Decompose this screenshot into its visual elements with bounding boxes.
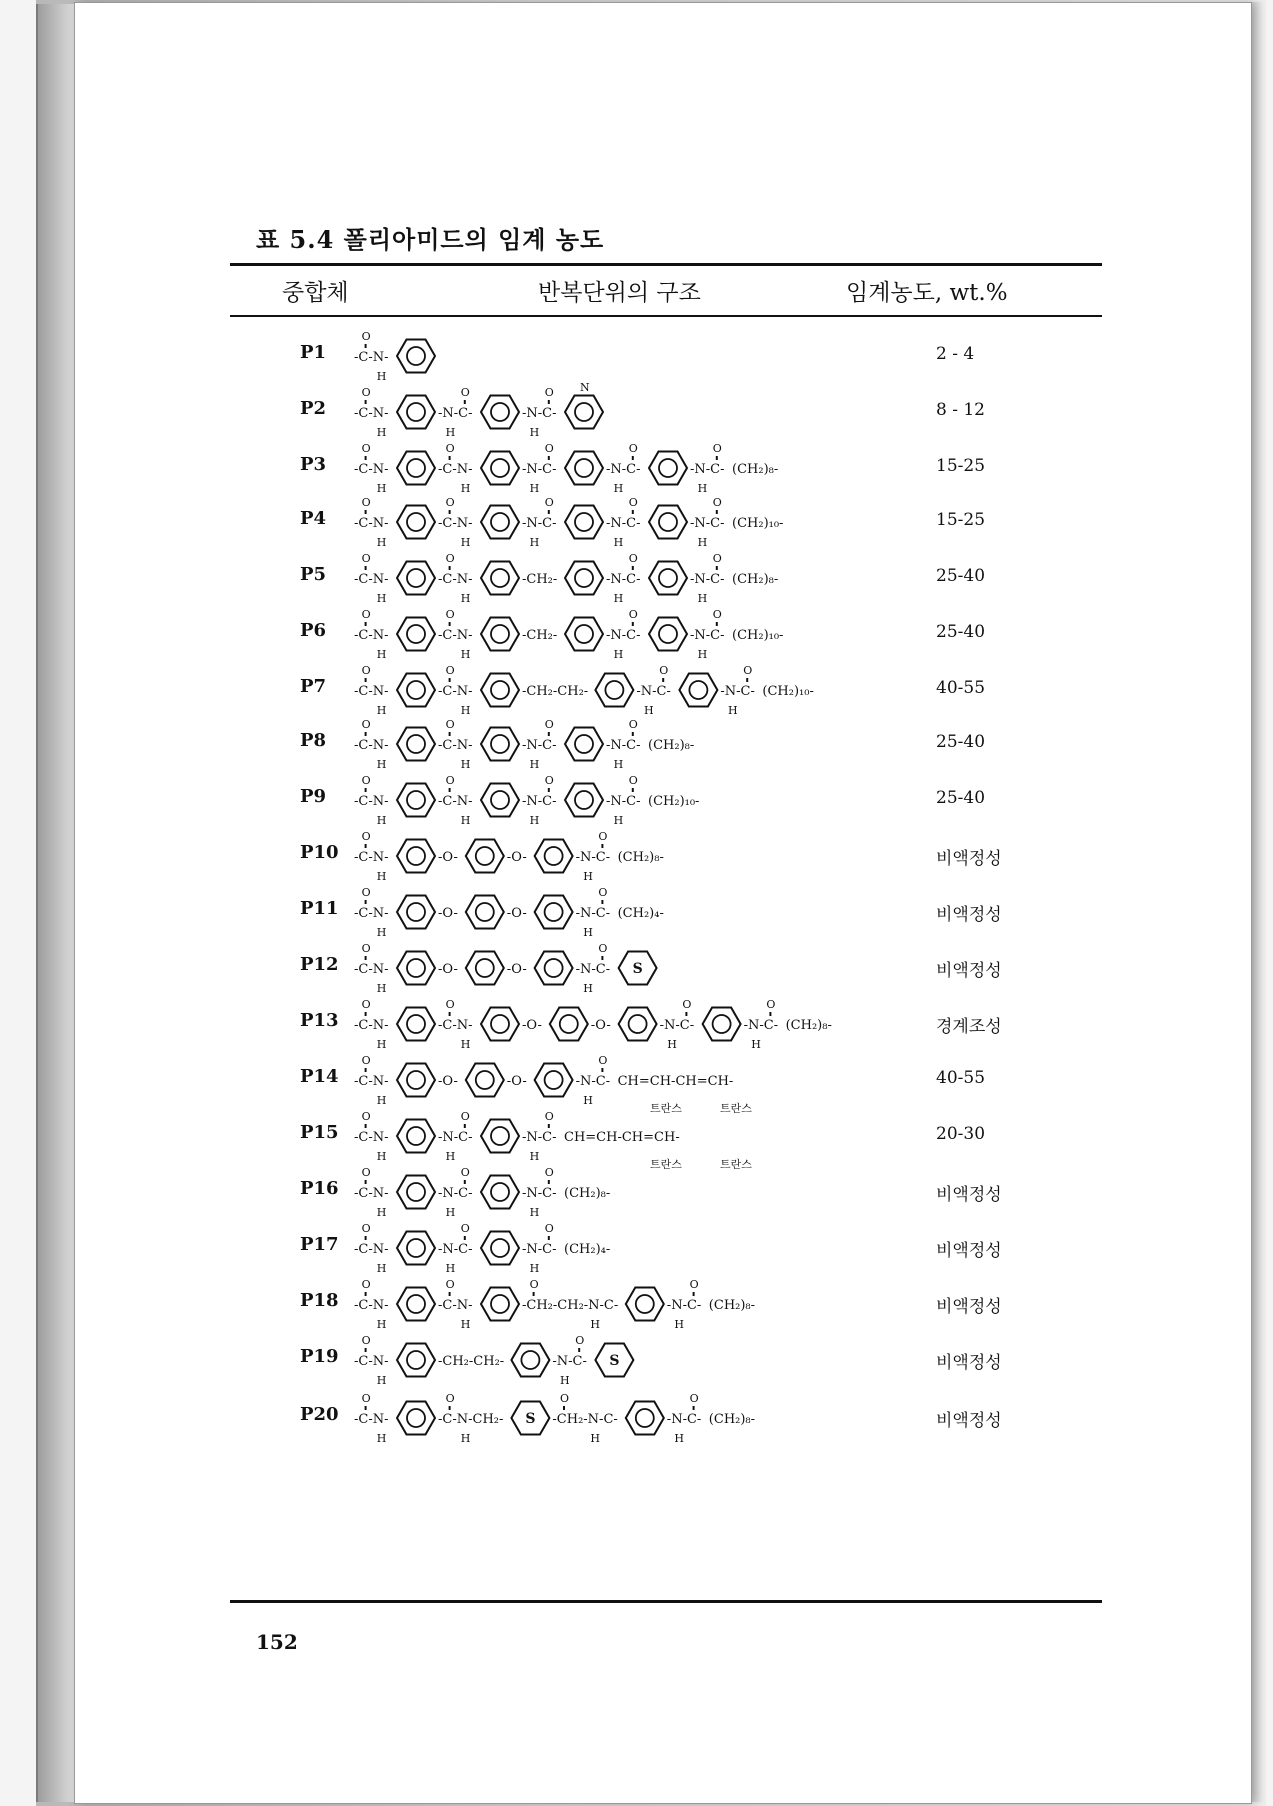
polymer-id: P8 xyxy=(300,730,327,751)
svg-text:-C-N-: -C-N- xyxy=(438,462,473,477)
svg-text:H: H xyxy=(613,592,624,605)
polymer-id: P11 xyxy=(300,898,339,919)
svg-text:H: H xyxy=(376,814,387,827)
svg-text:-N-C-: -N-C- xyxy=(438,1130,473,1145)
svg-text:-N-C-: -N-C- xyxy=(606,628,641,643)
svg-text:-C-N-: -C-N- xyxy=(354,794,389,809)
svg-text:-O-: -O- xyxy=(438,962,458,977)
svg-text:H: H xyxy=(697,592,708,605)
svg-text:-N-C-: -N-C- xyxy=(438,406,473,421)
svg-text:-CH₂-: -CH₂- xyxy=(522,572,558,587)
svg-text:H: H xyxy=(376,536,387,549)
svg-text:O: O xyxy=(361,886,371,899)
svg-text:-N-C-: -N-C- xyxy=(575,906,611,921)
svg-text:H: H xyxy=(644,704,654,717)
svg-text:O: O xyxy=(460,386,470,399)
svg-text:-N-C-: -N-C- xyxy=(522,738,557,753)
svg-text:-N-C-: -N-C- xyxy=(522,1130,557,1145)
svg-text:트란스: 트란스 xyxy=(720,1102,752,1115)
svg-text:H: H xyxy=(376,482,387,495)
svg-text:-O-: -O- xyxy=(590,1018,611,1033)
svg-text:(CH₂)₈-: (CH₂)₈- xyxy=(732,572,779,587)
svg-text:-N-C-: -N-C- xyxy=(690,572,725,587)
svg-text:O: O xyxy=(460,1110,470,1123)
table-title: 표 5.4 폴리아미드의 임계 농도 xyxy=(256,225,605,254)
svg-text:H: H xyxy=(376,648,387,661)
svg-text:H: H xyxy=(460,758,471,771)
svg-text:O: O xyxy=(544,1110,554,1123)
svg-text:O: O xyxy=(361,1392,371,1405)
svg-text:H: H xyxy=(667,1038,677,1051)
svg-text:O: O xyxy=(445,1392,455,1405)
svg-text:-C-N-: -C-N- xyxy=(354,850,389,865)
svg-text:O: O xyxy=(628,552,638,565)
svg-text:(CH₂)₈-: (CH₂)₈- xyxy=(732,462,779,477)
svg-text:-C-N-: -C-N- xyxy=(354,350,389,365)
svg-text:CH=CH-CH=CH-: CH=CH-CH=CH- xyxy=(564,1130,680,1145)
polymer-id: P10 xyxy=(300,842,339,863)
svg-text:-C-N-: -C-N- xyxy=(354,1130,389,1145)
critical-concentration-value: 40-55 xyxy=(936,1068,986,1088)
header-structure: 반복단위의 구조 xyxy=(538,280,701,306)
critical-concentration-value: 비액정성 xyxy=(936,1411,1002,1431)
svg-text:O: O xyxy=(598,942,608,955)
svg-text:H: H xyxy=(460,648,471,661)
svg-text:H: H xyxy=(376,926,387,939)
svg-text:O: O xyxy=(544,496,554,509)
svg-text:-C-N-: -C-N- xyxy=(354,684,389,699)
svg-text:O: O xyxy=(445,608,455,621)
svg-text:O: O xyxy=(682,998,692,1011)
table-header-rule xyxy=(230,315,1102,317)
svg-text:-C-N-: -C-N- xyxy=(354,1412,389,1427)
svg-text:(CH₂)₈-: (CH₂)₈- xyxy=(708,1412,756,1427)
svg-text:트란스: 트란스 xyxy=(720,1158,752,1171)
svg-text:H: H xyxy=(529,426,540,439)
critical-concentration-value: 15-25 xyxy=(936,456,986,476)
svg-text:H: H xyxy=(583,1094,593,1107)
svg-text:-C-N-: -C-N- xyxy=(438,516,473,531)
svg-text:O: O xyxy=(361,718,371,731)
svg-text:O: O xyxy=(628,442,638,455)
polymer-id: P12 xyxy=(300,954,339,975)
svg-text:H: H xyxy=(445,1262,456,1275)
svg-text:H: H xyxy=(445,1206,456,1219)
svg-text:-N-C-: -N-C- xyxy=(575,962,611,977)
critical-concentration-value: 25-40 xyxy=(936,622,986,642)
svg-text:H: H xyxy=(697,536,708,549)
svg-text:H: H xyxy=(529,1206,540,1219)
critical-concentration-value: 8 - 12 xyxy=(936,400,985,420)
svg-text:H: H xyxy=(460,592,471,605)
svg-text:S: S xyxy=(632,961,643,977)
svg-text:-N-C-: -N-C- xyxy=(606,462,641,477)
svg-text:-O-: -O- xyxy=(506,850,527,865)
critical-concentration-value: 25-40 xyxy=(936,732,986,752)
svg-text:O: O xyxy=(361,1110,371,1123)
svg-text:O: O xyxy=(361,552,371,565)
svg-text:O: O xyxy=(544,774,554,787)
svg-text:(CH₂)₄-: (CH₂)₄- xyxy=(564,1242,611,1257)
svg-text:-C-N-: -C-N- xyxy=(354,462,389,477)
polymer-id: P1 xyxy=(300,342,327,363)
svg-text:O: O xyxy=(445,998,455,1011)
svg-text:O: O xyxy=(628,774,638,787)
svg-text:H: H xyxy=(376,1262,387,1275)
svg-text:H: H xyxy=(445,426,456,439)
svg-text:H: H xyxy=(613,648,624,661)
polymer-id: P15 xyxy=(300,1122,339,1143)
polymer-id: P19 xyxy=(300,1346,339,1367)
polymer-id: P17 xyxy=(300,1234,339,1255)
svg-text:H: H xyxy=(529,482,540,495)
svg-text:H: H xyxy=(376,704,387,717)
svg-text:O: O xyxy=(460,1222,470,1235)
svg-text:O: O xyxy=(445,496,455,509)
svg-text:H: H xyxy=(376,592,387,605)
svg-text:O: O xyxy=(361,998,371,1011)
svg-text:O: O xyxy=(544,386,554,399)
svg-text:H: H xyxy=(460,1432,471,1445)
svg-text:O: O xyxy=(361,1278,371,1291)
svg-text:-N-C-: -N-C- xyxy=(522,406,557,421)
critical-concentration-value: 비액정성 xyxy=(936,905,1002,925)
svg-text:H: H xyxy=(376,426,387,439)
svg-text:-N-C-: -N-C- xyxy=(720,684,755,699)
svg-text:H: H xyxy=(583,982,593,995)
svg-text:H: H xyxy=(613,536,624,549)
svg-text:H: H xyxy=(460,1038,471,1051)
svg-text:-C-N-: -C-N- xyxy=(438,684,473,699)
polymer-id: P20 xyxy=(300,1404,339,1425)
svg-text:O: O xyxy=(445,718,455,731)
critical-concentration-value: 비액정성 xyxy=(936,1297,1002,1317)
svg-text:-N-C-: -N-C- xyxy=(522,1186,557,1201)
svg-text:O: O xyxy=(361,1334,371,1347)
svg-text:H: H xyxy=(613,482,624,495)
svg-text:H: H xyxy=(376,1038,387,1051)
svg-text:H: H xyxy=(560,1374,570,1387)
svg-text:(CH₂)₈-: (CH₂)₈- xyxy=(617,850,664,865)
svg-text:O: O xyxy=(766,998,776,1011)
svg-text:O: O xyxy=(361,386,371,399)
svg-text:-O-: -O- xyxy=(506,962,527,977)
table-bottom-rule xyxy=(230,1600,1102,1603)
svg-text:-O-: -O- xyxy=(438,906,458,921)
svg-text:O: O xyxy=(544,1222,554,1235)
svg-text:-N-C-: -N-C- xyxy=(552,1354,587,1369)
svg-text:O: O xyxy=(659,664,669,677)
svg-text:H: H xyxy=(460,536,471,549)
svg-text:-O-: -O- xyxy=(438,850,458,865)
svg-text:-C-N-: -C-N- xyxy=(354,962,389,977)
svg-text:O: O xyxy=(712,496,722,509)
svg-text:-CH₂-CH₂-N-C-: -CH₂-CH₂-N-C- xyxy=(522,1298,619,1313)
svg-text:O: O xyxy=(598,886,608,899)
svg-text:트란스: 트란스 xyxy=(650,1158,682,1171)
svg-text:-O-: -O- xyxy=(522,1018,542,1033)
critical-concentration-value: 비액정성 xyxy=(936,1353,1002,1373)
svg-text:-C-N-: -C-N- xyxy=(438,1298,473,1313)
svg-text:H: H xyxy=(583,870,593,883)
svg-text:-N-C-: -N-C- xyxy=(438,1186,473,1201)
svg-text:-N-C-: -N-C- xyxy=(743,1018,779,1033)
svg-text:O: O xyxy=(575,1334,585,1347)
svg-text:O: O xyxy=(598,1054,608,1067)
svg-text:O: O xyxy=(361,330,371,343)
svg-text:O: O xyxy=(445,442,455,455)
svg-text:O: O xyxy=(361,496,371,509)
svg-text:O: O xyxy=(361,1222,371,1235)
svg-text:H: H xyxy=(376,758,387,771)
svg-text:O: O xyxy=(560,1392,570,1405)
svg-text:O: O xyxy=(361,664,371,677)
svg-text:O: O xyxy=(529,1278,539,1291)
svg-text:S: S xyxy=(609,1353,620,1369)
svg-text:O: O xyxy=(361,608,371,621)
svg-text:-C-N-: -C-N- xyxy=(354,1074,389,1089)
svg-text:O: O xyxy=(712,608,722,621)
polymer-id: P6 xyxy=(300,620,327,641)
critical-concentration-value: 20-30 xyxy=(936,1124,986,1144)
critical-concentration-value: 15-25 xyxy=(936,510,986,530)
header-polymer: 중합체 xyxy=(282,280,349,306)
svg-text:H: H xyxy=(728,704,738,717)
svg-text:-O-: -O- xyxy=(438,1074,458,1089)
polymer-id: P5 xyxy=(300,564,327,585)
polymer-id: P13 xyxy=(300,1010,339,1031)
page-number: 152 xyxy=(256,1630,298,1654)
svg-text:H: H xyxy=(376,1150,387,1163)
polymer-id: P7 xyxy=(300,676,327,697)
svg-text:O: O xyxy=(544,442,554,455)
svg-text:(CH₂)₈-: (CH₂)₈- xyxy=(785,1018,832,1033)
svg-text:O: O xyxy=(361,1166,371,1179)
svg-text:O: O xyxy=(689,1278,699,1291)
svg-text:O: O xyxy=(628,608,638,621)
polymer-id: P3 xyxy=(300,454,327,475)
polymer-id: P16 xyxy=(300,1178,339,1199)
svg-text:-N-C-: -N-C- xyxy=(606,738,641,753)
critical-concentration-value: 40-55 xyxy=(936,678,986,698)
svg-text:-N-C-: -N-C- xyxy=(690,628,725,643)
svg-text:H: H xyxy=(460,814,471,827)
header-critical-concentration: 임계농도, wt.% xyxy=(846,280,1008,306)
svg-text:-CH₂-N-C-: -CH₂-N-C- xyxy=(552,1412,618,1427)
svg-text:O: O xyxy=(712,552,722,565)
svg-text:O: O xyxy=(598,830,608,843)
svg-text:CH=CH-CH=CH-: CH=CH-CH=CH- xyxy=(617,1074,734,1089)
polymer-id: P4 xyxy=(300,508,327,529)
svg-text:O: O xyxy=(628,496,638,509)
svg-text:O: O xyxy=(712,442,722,455)
svg-text:H: H xyxy=(376,370,387,383)
svg-text:(CH₂)₁₀-: (CH₂)₁₀- xyxy=(732,516,784,531)
svg-text:O: O xyxy=(361,1054,371,1067)
critical-concentration-value: 비액정성 xyxy=(936,961,1002,981)
svg-text:-CH₂-CH₂-: -CH₂-CH₂- xyxy=(438,1354,505,1369)
svg-text:-C-N-: -C-N- xyxy=(354,1298,389,1313)
svg-text:O: O xyxy=(445,1278,455,1291)
critical-concentration-value: 25-40 xyxy=(936,788,986,808)
critical-concentration-value: 비액정성 xyxy=(936,1241,1002,1261)
svg-text:H: H xyxy=(460,1318,471,1331)
svg-text:H: H xyxy=(376,1432,387,1445)
repeat-unit-structure xyxy=(350,1380,930,1456)
svg-text:H: H xyxy=(751,1038,761,1051)
svg-text:-N-C-: -N-C- xyxy=(522,1242,557,1257)
svg-text:H: H xyxy=(529,1262,540,1275)
critical-concentration-value: 비액정성 xyxy=(936,1185,1002,1205)
svg-text:(CH₂)₈-: (CH₂)₈- xyxy=(708,1298,756,1313)
svg-text:H: H xyxy=(529,536,540,549)
svg-text:-C-N-: -C-N- xyxy=(354,1186,389,1201)
svg-text:-N-C-: -N-C- xyxy=(438,1242,473,1257)
svg-text:H: H xyxy=(376,1374,387,1387)
svg-text:O: O xyxy=(544,718,554,731)
page-edge xyxy=(1250,2,1264,1802)
svg-text:-C-N-: -C-N- xyxy=(438,572,473,587)
svg-text:H: H xyxy=(376,982,387,995)
critical-concentration-value: 25-40 xyxy=(936,566,986,586)
svg-text:-O-: -O- xyxy=(506,906,527,921)
svg-text:-N-C-: -N-C- xyxy=(666,1298,702,1313)
svg-text:-C-N-: -C-N- xyxy=(354,516,389,531)
svg-text:H: H xyxy=(445,1150,456,1163)
svg-text:-N-C-: -N-C- xyxy=(606,794,641,809)
svg-text:-O-: -O- xyxy=(506,1074,527,1089)
svg-text:H: H xyxy=(697,482,708,495)
svg-text:O: O xyxy=(361,442,371,455)
critical-concentration-value: 2 - 4 xyxy=(936,344,975,364)
svg-text:O: O xyxy=(743,664,753,677)
svg-text:H: H xyxy=(590,1318,600,1331)
svg-text:O: O xyxy=(689,1392,699,1405)
svg-text:H: H xyxy=(613,758,624,771)
svg-text:H: H xyxy=(613,814,624,827)
svg-text:O: O xyxy=(445,774,455,787)
svg-text:O: O xyxy=(361,830,371,843)
svg-text:-C-N-: -C-N- xyxy=(354,406,389,421)
svg-text:-N-C-: -N-C- xyxy=(575,1074,611,1089)
svg-text:N: N xyxy=(580,381,590,394)
svg-text:H: H xyxy=(376,870,387,883)
svg-text:-N-C-: -N-C- xyxy=(636,684,671,699)
table-row xyxy=(230,1390,1102,1446)
svg-text:H: H xyxy=(376,1206,387,1219)
svg-text:-C-N-: -C-N- xyxy=(354,738,389,753)
svg-text:(CH₂)₈-: (CH₂)₈- xyxy=(564,1186,611,1201)
svg-text:-N-C-: -N-C- xyxy=(606,572,641,587)
svg-text:-C-N-: -C-N- xyxy=(438,1018,473,1033)
svg-text:H: H xyxy=(529,1150,540,1163)
table-top-rule xyxy=(230,263,1102,266)
svg-text:-N-C-: -N-C- xyxy=(522,462,557,477)
svg-text:H: H xyxy=(376,1094,387,1107)
svg-text:O: O xyxy=(361,942,371,955)
svg-text:H: H xyxy=(583,926,593,939)
svg-text:트란스: 트란스 xyxy=(650,1102,682,1115)
svg-text:H: H xyxy=(590,1432,600,1445)
svg-text:-C-N-: -C-N- xyxy=(354,1242,389,1257)
svg-text:S: S xyxy=(525,1411,536,1427)
polymer-id: P14 xyxy=(300,1066,339,1087)
svg-text:H: H xyxy=(460,482,471,495)
svg-text:O: O xyxy=(445,664,455,677)
svg-text:H: H xyxy=(529,758,540,771)
svg-text:-C-N-: -C-N- xyxy=(354,628,389,643)
svg-text:H: H xyxy=(674,1318,684,1331)
svg-text:-C-N-: -C-N- xyxy=(354,1018,389,1033)
polymer-id: P2 xyxy=(300,398,327,419)
svg-text:(CH₂)₈-: (CH₂)₈- xyxy=(648,738,695,753)
svg-text:O: O xyxy=(544,1166,554,1179)
svg-text:O: O xyxy=(361,774,371,787)
svg-text:-C-N-: -C-N- xyxy=(438,628,473,643)
svg-text:O: O xyxy=(460,1166,470,1179)
svg-text:H: H xyxy=(529,814,540,827)
svg-text:-N-C-: -N-C- xyxy=(690,462,725,477)
svg-text:-N-C-: -N-C- xyxy=(522,516,557,531)
svg-text:(CH₂)₁₀-: (CH₂)₁₀- xyxy=(762,684,814,699)
svg-text:H: H xyxy=(674,1432,684,1445)
svg-text:(CH₂)₄-: (CH₂)₄- xyxy=(617,906,664,921)
svg-text:-C-N-: -C-N- xyxy=(438,794,473,809)
svg-text:-N-C-: -N-C- xyxy=(575,850,611,865)
svg-text:-C-N-CH₂-: -C-N-CH₂- xyxy=(438,1412,504,1427)
svg-text:-C-N-: -C-N- xyxy=(354,906,389,921)
critical-concentration-value: 비액정성 xyxy=(936,849,1002,869)
svg-text:-CH₂-CH₂-: -CH₂-CH₂- xyxy=(522,684,589,699)
svg-text:O: O xyxy=(628,718,638,731)
svg-text:H: H xyxy=(460,704,471,717)
svg-text:-N-C-: -N-C- xyxy=(690,516,725,531)
svg-text:-N-C-: -N-C- xyxy=(666,1412,702,1427)
svg-text:-N-C-: -N-C- xyxy=(659,1018,695,1033)
svg-text:(CH₂)₁₀-: (CH₂)₁₀- xyxy=(648,794,700,809)
svg-text:(CH₂)₁₀-: (CH₂)₁₀- xyxy=(732,628,784,643)
svg-text:-C-N-: -C-N- xyxy=(354,572,389,587)
svg-text:-CH₂-: -CH₂- xyxy=(522,628,558,643)
svg-text:O: O xyxy=(445,552,455,565)
svg-text:-C-N-: -C-N- xyxy=(438,738,473,753)
critical-concentration-value: 경계조성 xyxy=(936,1017,1002,1037)
polymer-id: P18 xyxy=(300,1290,339,1311)
polymer-id: P9 xyxy=(300,786,327,807)
svg-text:-N-C-: -N-C- xyxy=(522,794,557,809)
svg-text:-C-N-: -C-N- xyxy=(354,1354,389,1369)
svg-text:H: H xyxy=(697,648,708,661)
svg-text:H: H xyxy=(376,1318,387,1331)
svg-text:-N-C-: -N-C- xyxy=(606,516,641,531)
